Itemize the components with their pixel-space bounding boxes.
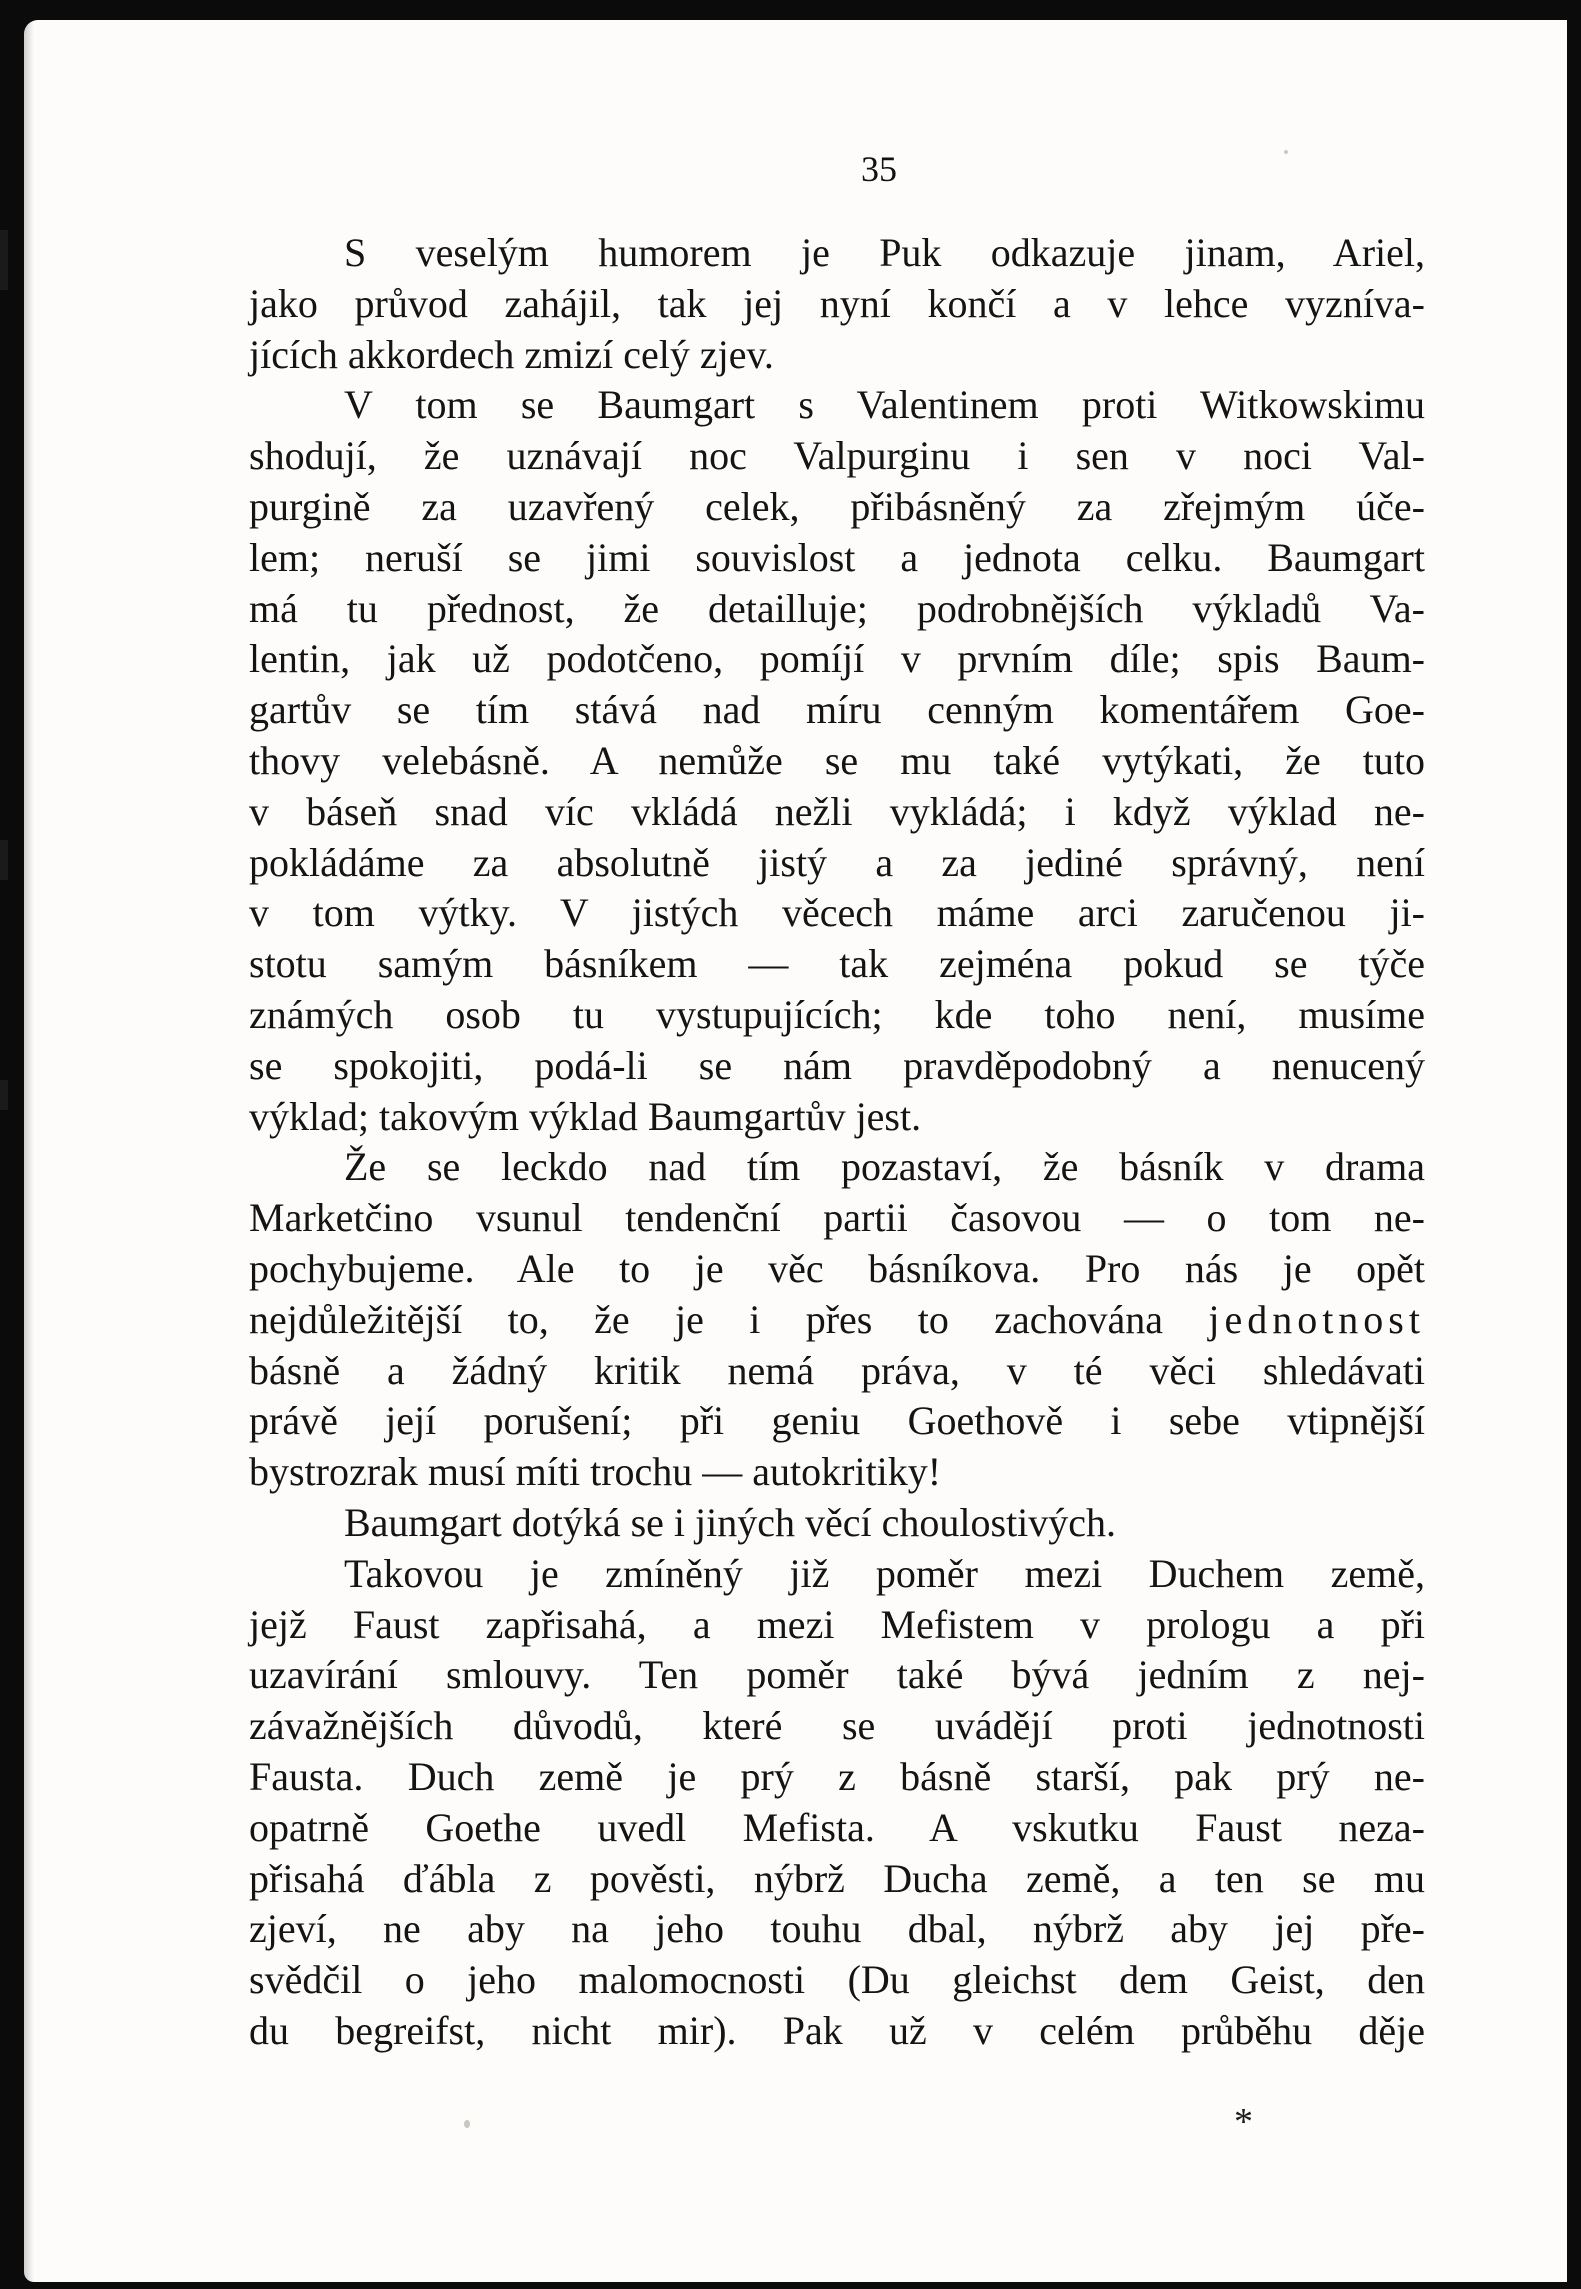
- text-line: du begreifst, nicht mir). Pak už v celém průběhu děje: [249, 2007, 1425, 2053]
- text-line: výklad; takovým výklad Baumgartův jest.: [249, 1093, 922, 1139]
- paper-speck: [464, 2120, 470, 2128]
- text-line: thovy velebásně. A nemůže se mu také vytýkati, že tuto: [249, 737, 1425, 783]
- text-line: Takovou je zmíněný již poměr mezi Duchem země,: [344, 1550, 1425, 1596]
- text-line: jících akkordech zmizí celý zjev.: [249, 331, 774, 377]
- body-text: [249, 228, 1425, 2057]
- text-line: V tom se Baumgart s Valentinem proti Witkowskimu: [344, 382, 1425, 428]
- text-line: purgině za uzavřený celek, přibásněný za zřejmým úče-: [249, 483, 1425, 529]
- text-line: bystrozrak musí míti trochu — autokritiky!: [249, 1449, 942, 1495]
- text-line: jako průvod zahájil, tak jej nyní končí a v lehce vyznívа-: [249, 280, 1425, 326]
- binding-mark: [0, 230, 8, 290]
- text-line: Fausta. Duch země je prý z básně starší, pak prý ne-: [249, 1753, 1425, 1799]
- page-number: 35: [861, 149, 897, 189]
- text-line: lentin, jak už podotčeno, pomíjí v prvním díle; spis Baum-: [249, 636, 1425, 682]
- text-line: svědčil o jeho malomocnosti (Du gleichst dem Geist, den: [249, 1957, 1425, 2003]
- binding-mark: [0, 1080, 8, 1110]
- text-line: Že se leckdo nad tím pozastaví, že básník v drama: [344, 1144, 1425, 1190]
- text-line: pokládáme za absolutně jistý a za jediné správný, není: [249, 839, 1425, 885]
- text-line: právě její porušení; při geniu Goethově i sebe vtipnější: [249, 1398, 1425, 1444]
- text-line: v báseň snad víc vkládá nežli vykládá; i když výklad ne-: [249, 788, 1425, 834]
- text-line: přisahá ďábla z pověsti, nýbrž Ducha země, a ten se mu: [249, 1855, 1425, 1901]
- text-line: S veselým humorem je Puk odkazuje jinam, Ariel,: [344, 230, 1425, 275]
- text-line: lem; neruší se jimi souvislost a jednota celku. Baumgart: [249, 534, 1425, 580]
- emphasized-word: jednotnost: [1208, 1296, 1425, 1342]
- book-page: [24, 20, 1567, 2282]
- text-line-prefix: nejdůležitější to, že je i přes to zachována: [249, 1296, 1209, 1342]
- text-line: se spokojiti, podá-li se nám pravděpodobný a nenucený: [249, 1042, 1425, 1088]
- text-line: pochybujeme. Ale to je věc básníkova. Pro nás je opět: [249, 1245, 1425, 1291]
- text-line: závažnějších důvodů, které se uvádějí proti jednotnosti: [249, 1703, 1425, 1749]
- binding-mark: [0, 840, 8, 880]
- text-line-with-emphasis: [249, 1295, 1425, 1346]
- text-line: Marketčino vsunul tendenční partii časovou — o tom ne-: [249, 1195, 1425, 1241]
- text-line: v tom výtky. V jistých věcech máme arci zaručenou ji-: [249, 890, 1425, 936]
- footnote-asterisk: *: [1234, 2101, 1253, 2143]
- text-line: známých osob tu vystupujících; kde toho není, musíme: [249, 991, 1425, 1037]
- text-line: Baumgart dotýká se i jiných věcí choulostivých.: [344, 1499, 1117, 1545]
- text-line: jejž Faust zapřisahá, a mezi Mefistem v prologu a při: [249, 1601, 1425, 1647]
- text-line: gartův se tím stává nad míru cenným komentářem Goe-: [249, 687, 1425, 733]
- text-line: opatrně Goethe uvedl Mefista. A vskutku Faust neza-: [249, 1804, 1425, 1850]
- text-line: básně a žádný kritik nemá práva, v té věci shledávati: [249, 1347, 1425, 1393]
- text-line: má tu přednost, že detailluje; podrobnějších výkladů Va-: [249, 585, 1425, 631]
- text-line: shodují, že uznávají noc Valpurginu i sen v noci Val-: [249, 433, 1425, 479]
- text-line: stotu samým básníkem — tak zejména pokud se týče: [249, 941, 1425, 987]
- text-line: uzavírání smlouvy. Ten poměr také bývá jedním z nej-: [249, 1652, 1425, 1698]
- text-line: zjeví, ne aby na jeho touhu dbal, nýbrž aby jej pře-: [249, 1906, 1425, 1952]
- page-edge-shadow: [24, 20, 34, 2282]
